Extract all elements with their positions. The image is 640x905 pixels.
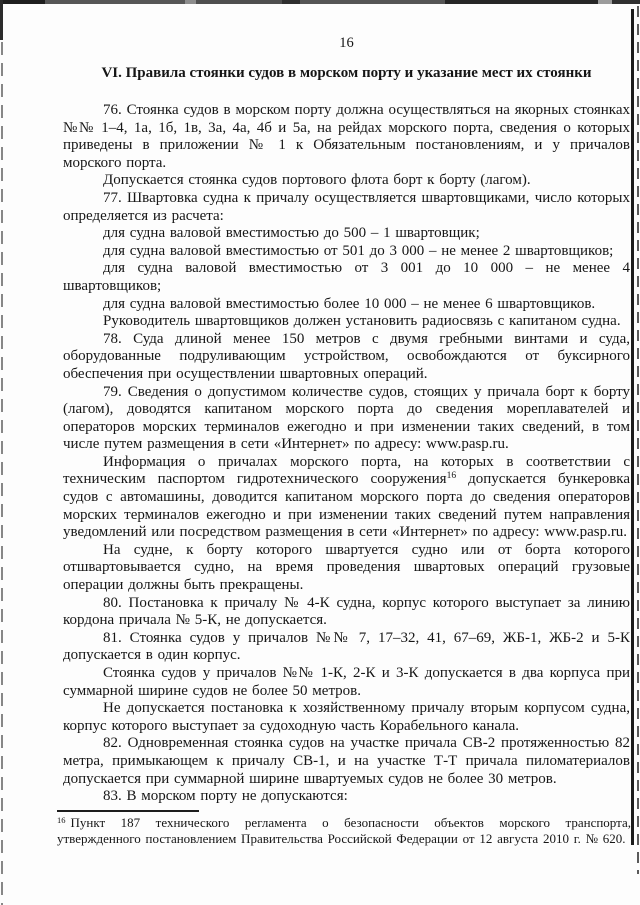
paragraph-82: 82. Одновременная стоянка судов на участке причала СВ-2 протяженностью 82 метра, примыкающем к причалу СВ-1, и на участке Т-Т причала пиломатериалов допускается при суммарной ширине швартуемых судов не более 30 метров. (63, 735, 630, 787)
paragraph-79-info (63, 454, 630, 542)
page-number: 16 (339, 35, 354, 51)
footnote-separator (57, 810, 199, 812)
paragraph-80: 80. Постановка к причалу № 4-К судна, корпус которого выступает за линию кордона причала № 5-К, не допускается. (63, 594, 630, 629)
footnote-text: Пункт 187 технического регламента о безопасности объектов морского транспорта, утвержденного постановлением Правительства Российской Федерации от 12 августа 2010 г. № 620. (57, 814, 631, 846)
scan-edge-left (1, 0, 3, 905)
paragraph-76-lagom: Допускается стоянка судов портового флота борт к борту (лагом). (103, 172, 531, 189)
footnote-reference-16: 16 (446, 471, 457, 482)
paragraph-81-not-allowed: Не допускается постановка к хозяйственному причалу вторым корпусом судна, корпус которого выступает за судоходную часть Корабельного канала. (63, 700, 630, 734)
footnote-block (57, 810, 631, 847)
paragraph-77-item-3: для судна валовой вместимостью от 3 001 до 10 000 – не менее 4 швартовщиков; (63, 260, 630, 294)
scan-edge-left-top (0, 0, 3, 40)
paragraph-79-info-after: допускается бункеровка судов с автомашины, доводится капитаном морского порта до сведения операторов морских терминалов ежегодно и при изменении таких сведений путем направления уведомлений или посредством размещения в сети «Интернет» по адресу: www.pasp.ru. (63, 471, 631, 541)
scan-edge-right-solid (631, 9, 634, 845)
paragraph-79-info-before: Информация о причалах морского порта, на которых в соответствии с техническим паспортом гидротехнического сооружения (63, 453, 630, 488)
document-body (63, 102, 630, 806)
paragraph-83: 83. В морском порту не допускаются: (103, 788, 348, 805)
paragraph-77-item-2: для судна валовой вместимостью от 501 до 3 000 – не менее 2 швартовщиков; (103, 242, 614, 259)
paragraph-81-two-hulls: Стоянка судов у причалов №№ 1-К, 2-К и 3-К допускается в два корпуса при суммарной ширине судов не более 50 метров. (63, 665, 630, 699)
paragraph-76: 76. Стоянка судов в морском порту должна осуществляться на якорных стоянках №№ 1–4, 1а, 1б, 1в, 3а, 4а, 4б и 5а, на рейдах морского порта, сведения о которых приведены в приложении № 1 к Обязательным постановлениям, и у причалов морского порта. (63, 102, 630, 171)
footnote-marker: 16 (57, 814, 66, 825)
scan-edge-top (0, 0, 640, 4)
paragraph-79: 79. Сведения о допустимом количестве судов, стоящих у причала борт к борту (лагом), доводятся капитаном морского порта до сведения мореплавателей и операторов морских терминалов ежегодно и при изменении таких сведений, в том числе путем размещения в сети «Интернет» по адресу: www.pasp.ru. (63, 383, 630, 453)
paragraph-77-item-4: для судна валовой вместимостью более 10 000 – не менее 6 швартовщиков. (103, 295, 596, 312)
paragraph-77-radio: Руководитель швартовщиков должен установить радиосвязь с капитаном судна. (103, 313, 621, 330)
paragraph-78: 78. Суда длиной менее 150 метров с двумя гребными винтами и суда, оборудованные подруливающим устройством, освобождаются от буксирного обеспечения при осуществлении швартовных операций. (63, 330, 630, 382)
scan-edge-right-dashed (637, 6, 639, 874)
section-heading: VI. Правила стоянки судов в морском порту и указание мест их стоянки (101, 65, 592, 81)
footnote-16 (57, 815, 631, 847)
paragraph-79-moor: На судне, к борту которого швартуется судно или от борта которого отшвартовывается судно, на время проведения швартовых операций грузовые операции должны быть прекращены. (63, 541, 630, 594)
paragraph-77: 77. Швартовка судна к причалу осуществляется швартовщиками, число которых определяется из расчета: (63, 189, 630, 224)
paragraph-81: 81. Стоянка судов у причалов №№ 7, 17–32, 41, 67–69, ЖБ-1, ЖБ-2 и 5-К допускается в один корпус. (63, 629, 630, 664)
paragraph-77-item-1: для судна валовой вместимостью до 500 – 1 швартовщик; (103, 225, 480, 242)
